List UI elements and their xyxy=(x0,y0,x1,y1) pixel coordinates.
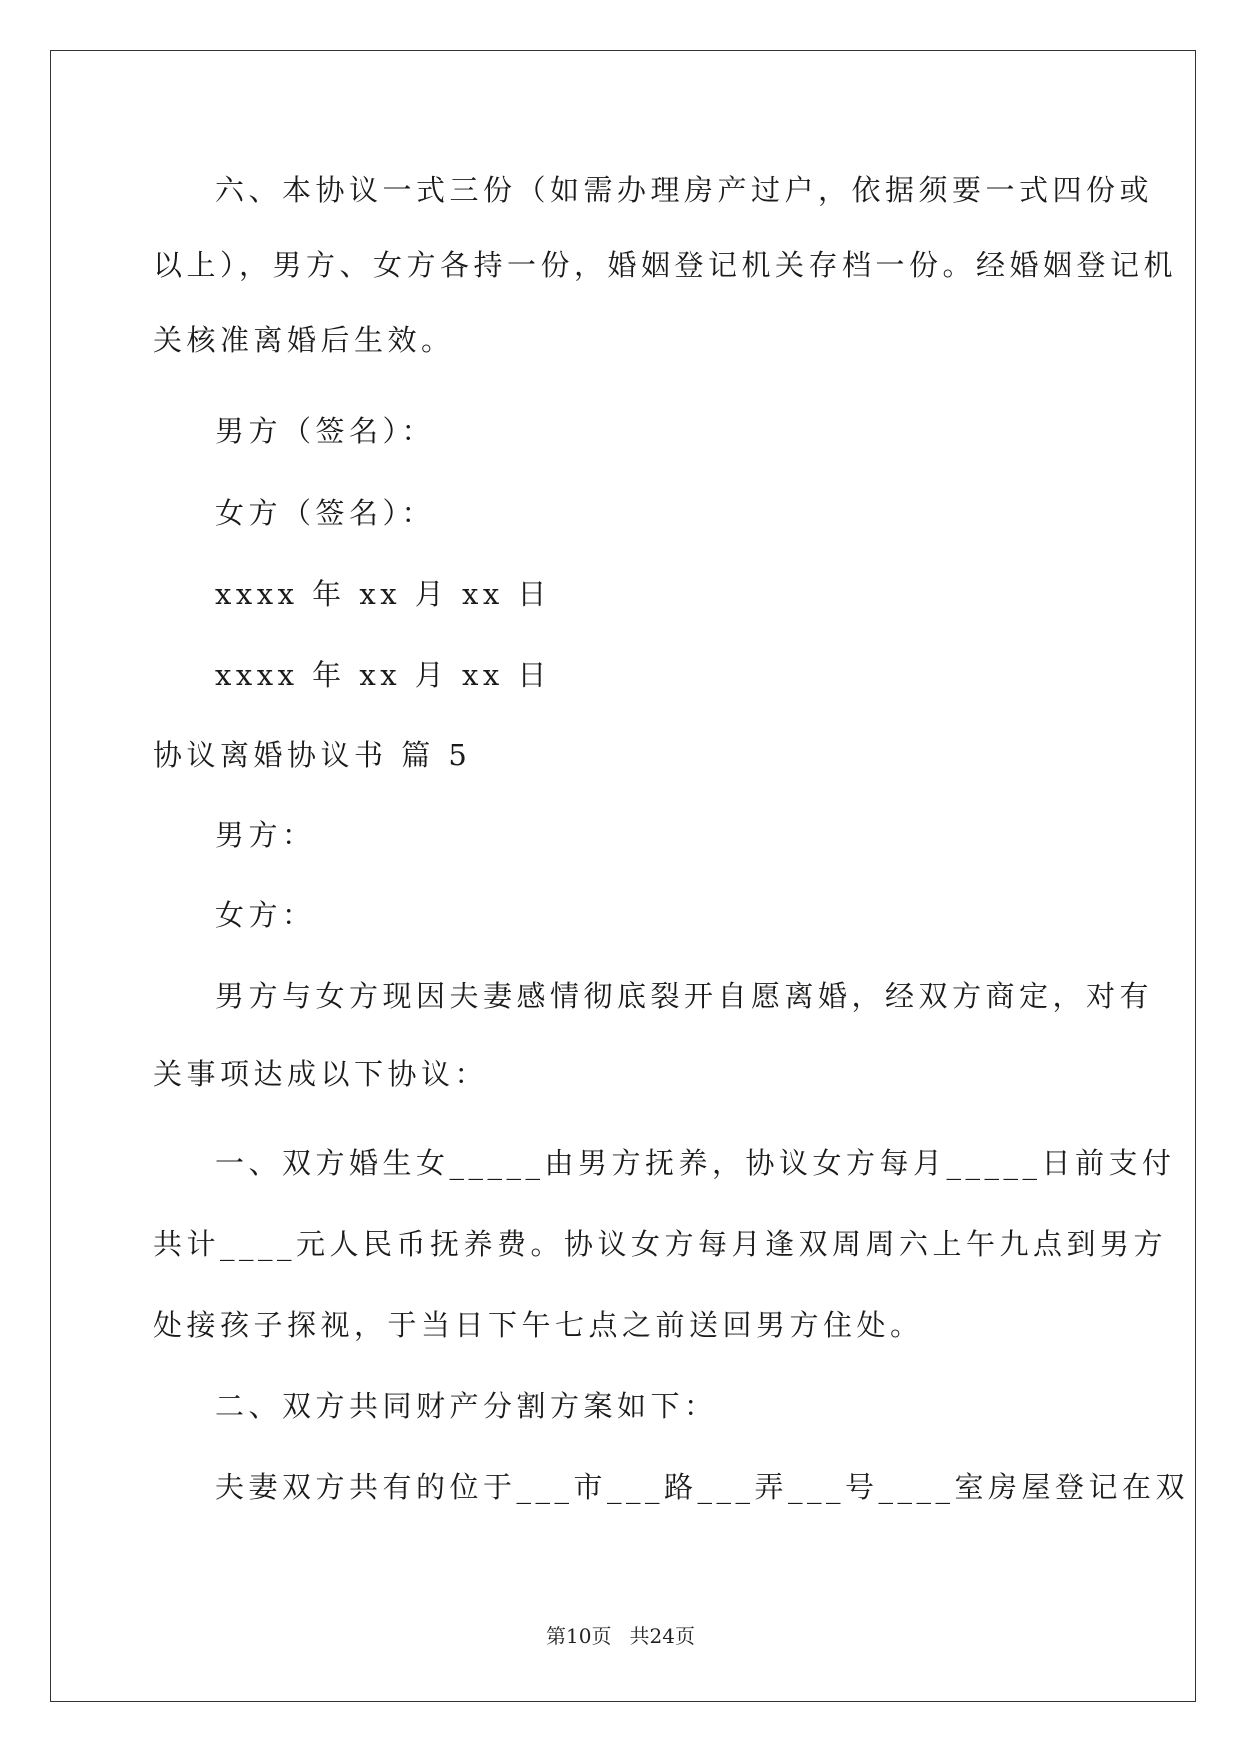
paragraph-line: 男方与女方现因夫妻感情彻底裂开自愿离婚，经双方商定，对有 xyxy=(215,979,1154,1013)
paragraph-line: 一、双方婚生女_____由男方抚养，协议女方每月_____日前支付 xyxy=(215,1146,1176,1180)
paragraph-line: 夫妻双方共有的位于___市___路___弄___号____室房屋登记在双 xyxy=(215,1470,1190,1504)
paragraph-line: 关核准离婚后生效。 xyxy=(153,323,455,357)
section-heading: 协议离婚协议书 篇 5 xyxy=(153,738,472,772)
paragraph-line: 二、双方共同财产分割方案如下： xyxy=(215,1389,718,1423)
party-line-male: 男方： xyxy=(215,818,316,852)
page-total: 共24页 xyxy=(629,1624,695,1648)
paragraph-line: 六、本协议一式三份（如需办理房产过户，依据须要一式四份或 xyxy=(215,173,1154,207)
paragraph-line: 处接孩子探视，于当日下午七点之前送回男方住处。 xyxy=(153,1308,924,1342)
signature-line-female: 女方（签名）： xyxy=(215,496,436,530)
signature-line-male: 男方（签名）： xyxy=(215,414,436,448)
date-line: xxxx 年 xx 月 xx 日 xyxy=(215,577,551,611)
page-border xyxy=(50,50,1196,1702)
paragraph-line: 共计____元人民币抚养费。协议女方每月逢双周周六上午九点到男方 xyxy=(153,1227,1168,1261)
date-line: xxxx 年 xx 月 xx 日 xyxy=(215,658,551,692)
paragraph-line: 以上），男方、女方各持一份，婚姻登记机关存档一份。经婚姻登记机 xyxy=(153,248,1178,282)
paragraph-line: 关事项达成以下协议： xyxy=(153,1057,489,1091)
page-number: 第10页 xyxy=(546,1624,612,1648)
page-footer xyxy=(0,1620,1241,1649)
party-line-female: 女方： xyxy=(215,898,316,932)
